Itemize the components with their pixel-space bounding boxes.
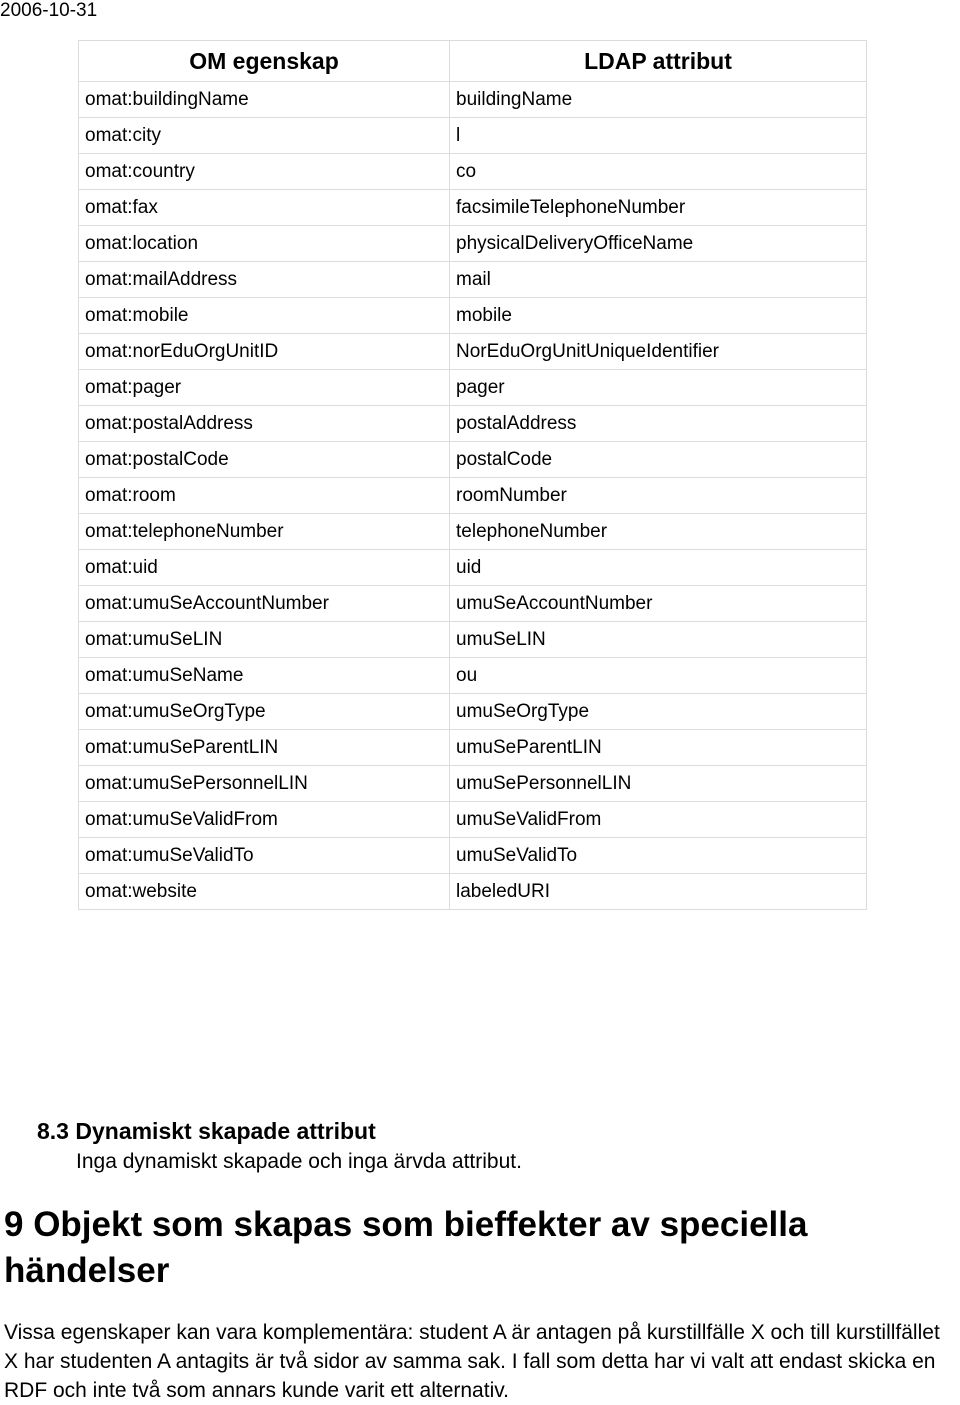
- ldap-attribute-cell: mail: [450, 262, 867, 298]
- table-row: [79, 658, 867, 694]
- om-property-cell: omat:postalAddress: [79, 406, 450, 442]
- ldap-attribute-cell: umuSeOrgType: [450, 694, 867, 730]
- section-text-9: Vissa egenskaper kan vara komplementära: student A är antagen på kurstillfälle X och till kurstillfället X har studenten A antagits är två sidor av samma sak. I fall som detta har vi valt att endast skicka en RDF och inte två som annars kunde varit ett alternativ.: [4, 1321, 940, 1402]
- column-header-om: OM egenskap: [79, 41, 450, 82]
- om-property-cell: omat:umuSeName: [79, 658, 450, 694]
- table-row: [79, 154, 867, 190]
- om-property-cell: omat:location: [79, 226, 450, 262]
- ldap-attribute-cell: umuSePersonnelLIN: [450, 766, 867, 802]
- table-row: [79, 298, 867, 334]
- table-header-row: [79, 41, 867, 82]
- om-property-cell: omat:buildingName: [79, 82, 450, 118]
- om-property-cell: omat:pager: [79, 370, 450, 406]
- om-property-cell: omat:mobile: [79, 298, 450, 334]
- section-heading-8-3: 8.3 Dynamiskt skapade attribut: [37, 1118, 376, 1144]
- ldap-attribute-cell: buildingName: [450, 82, 867, 118]
- om-property-cell: omat:umuSeOrgType: [79, 694, 450, 730]
- table-row: [79, 694, 867, 730]
- ldap-attribute-cell: uid: [450, 550, 867, 586]
- table-row: [79, 370, 867, 406]
- ldap-attribute-cell: NorEduOrgUnitUniqueIdentifier: [450, 334, 867, 370]
- ldap-attribute-cell: physicalDeliveryOfficeName: [450, 226, 867, 262]
- om-property-cell: omat:uid: [79, 550, 450, 586]
- ldap-attribute-cell: facsimileTelephoneNumber: [450, 190, 867, 226]
- column-header-ldap: LDAP attribut: [450, 41, 867, 82]
- om-property-cell: omat:fax: [79, 190, 450, 226]
- section-heading-9: 9 Objekt som skapas som bieffekter av speciella händelser: [4, 1205, 808, 1290]
- ldap-attribute-cell: umuSeLIN: [450, 622, 867, 658]
- om-property-cell: omat:norEduOrgUnitID: [79, 334, 450, 370]
- om-property-cell: omat:telephoneNumber: [79, 514, 450, 550]
- table-row: [79, 622, 867, 658]
- table-row: [79, 82, 867, 118]
- om-property-cell: omat:postalCode: [79, 442, 450, 478]
- om-property-cell: omat:umuSeValidFrom: [79, 802, 450, 838]
- ldap-attribute-cell: telephoneNumber: [450, 514, 867, 550]
- om-property-cell: omat:umuSeParentLIN: [79, 730, 450, 766]
- ldap-attribute-cell: postalCode: [450, 442, 867, 478]
- attribute-mapping-table: [78, 40, 867, 910]
- om-property-cell: omat:umuSeValidTo: [79, 838, 450, 874]
- table-row: [79, 730, 867, 766]
- ldap-attribute-cell: ou: [450, 658, 867, 694]
- table-row: [79, 190, 867, 226]
- ldap-attribute-cell: umuSeValidFrom: [450, 802, 867, 838]
- table-row: [79, 334, 867, 370]
- section-text-8-3: Inga dynamiskt skapade och inga ärvda attribut.: [76, 1150, 522, 1173]
- table-row: [79, 766, 867, 802]
- om-property-cell: omat:mailAddress: [79, 262, 450, 298]
- om-property-cell: omat:umuSePersonnelLIN: [79, 766, 450, 802]
- table-row: [79, 514, 867, 550]
- ldap-attribute-cell: co: [450, 154, 867, 190]
- om-property-cell: omat:city: [79, 118, 450, 154]
- om-property-cell: omat:room: [79, 478, 450, 514]
- ldap-attribute-cell: labeledURI: [450, 874, 867, 910]
- om-property-cell: omat:umuSeAccountNumber: [79, 586, 450, 622]
- table-row: [79, 838, 867, 874]
- om-property-cell: omat:umuSeLIN: [79, 622, 450, 658]
- page-date: 2006-10-31: [0, 0, 98, 21]
- ldap-attribute-cell: postalAddress: [450, 406, 867, 442]
- table-row: [79, 226, 867, 262]
- table-row: [79, 550, 867, 586]
- table-row: [79, 874, 867, 910]
- table-row: [79, 262, 867, 298]
- table-row: [79, 802, 867, 838]
- ldap-attribute-cell: umuSeValidTo: [450, 838, 867, 874]
- ldap-attribute-cell: umuSeParentLIN: [450, 730, 867, 766]
- table-row: [79, 478, 867, 514]
- ldap-attribute-cell: pager: [450, 370, 867, 406]
- table-row: [79, 442, 867, 478]
- om-property-cell: omat:country: [79, 154, 450, 190]
- ldap-attribute-cell: roomNumber: [450, 478, 867, 514]
- table-row: [79, 586, 867, 622]
- table-body: [79, 82, 867, 910]
- om-property-cell: omat:website: [79, 874, 450, 910]
- table-row: [79, 118, 867, 154]
- ldap-attribute-cell: umuSeAccountNumber: [450, 586, 867, 622]
- ldap-attribute-cell: mobile: [450, 298, 867, 334]
- table-row: [79, 406, 867, 442]
- ldap-attribute-cell: l: [450, 118, 867, 154]
